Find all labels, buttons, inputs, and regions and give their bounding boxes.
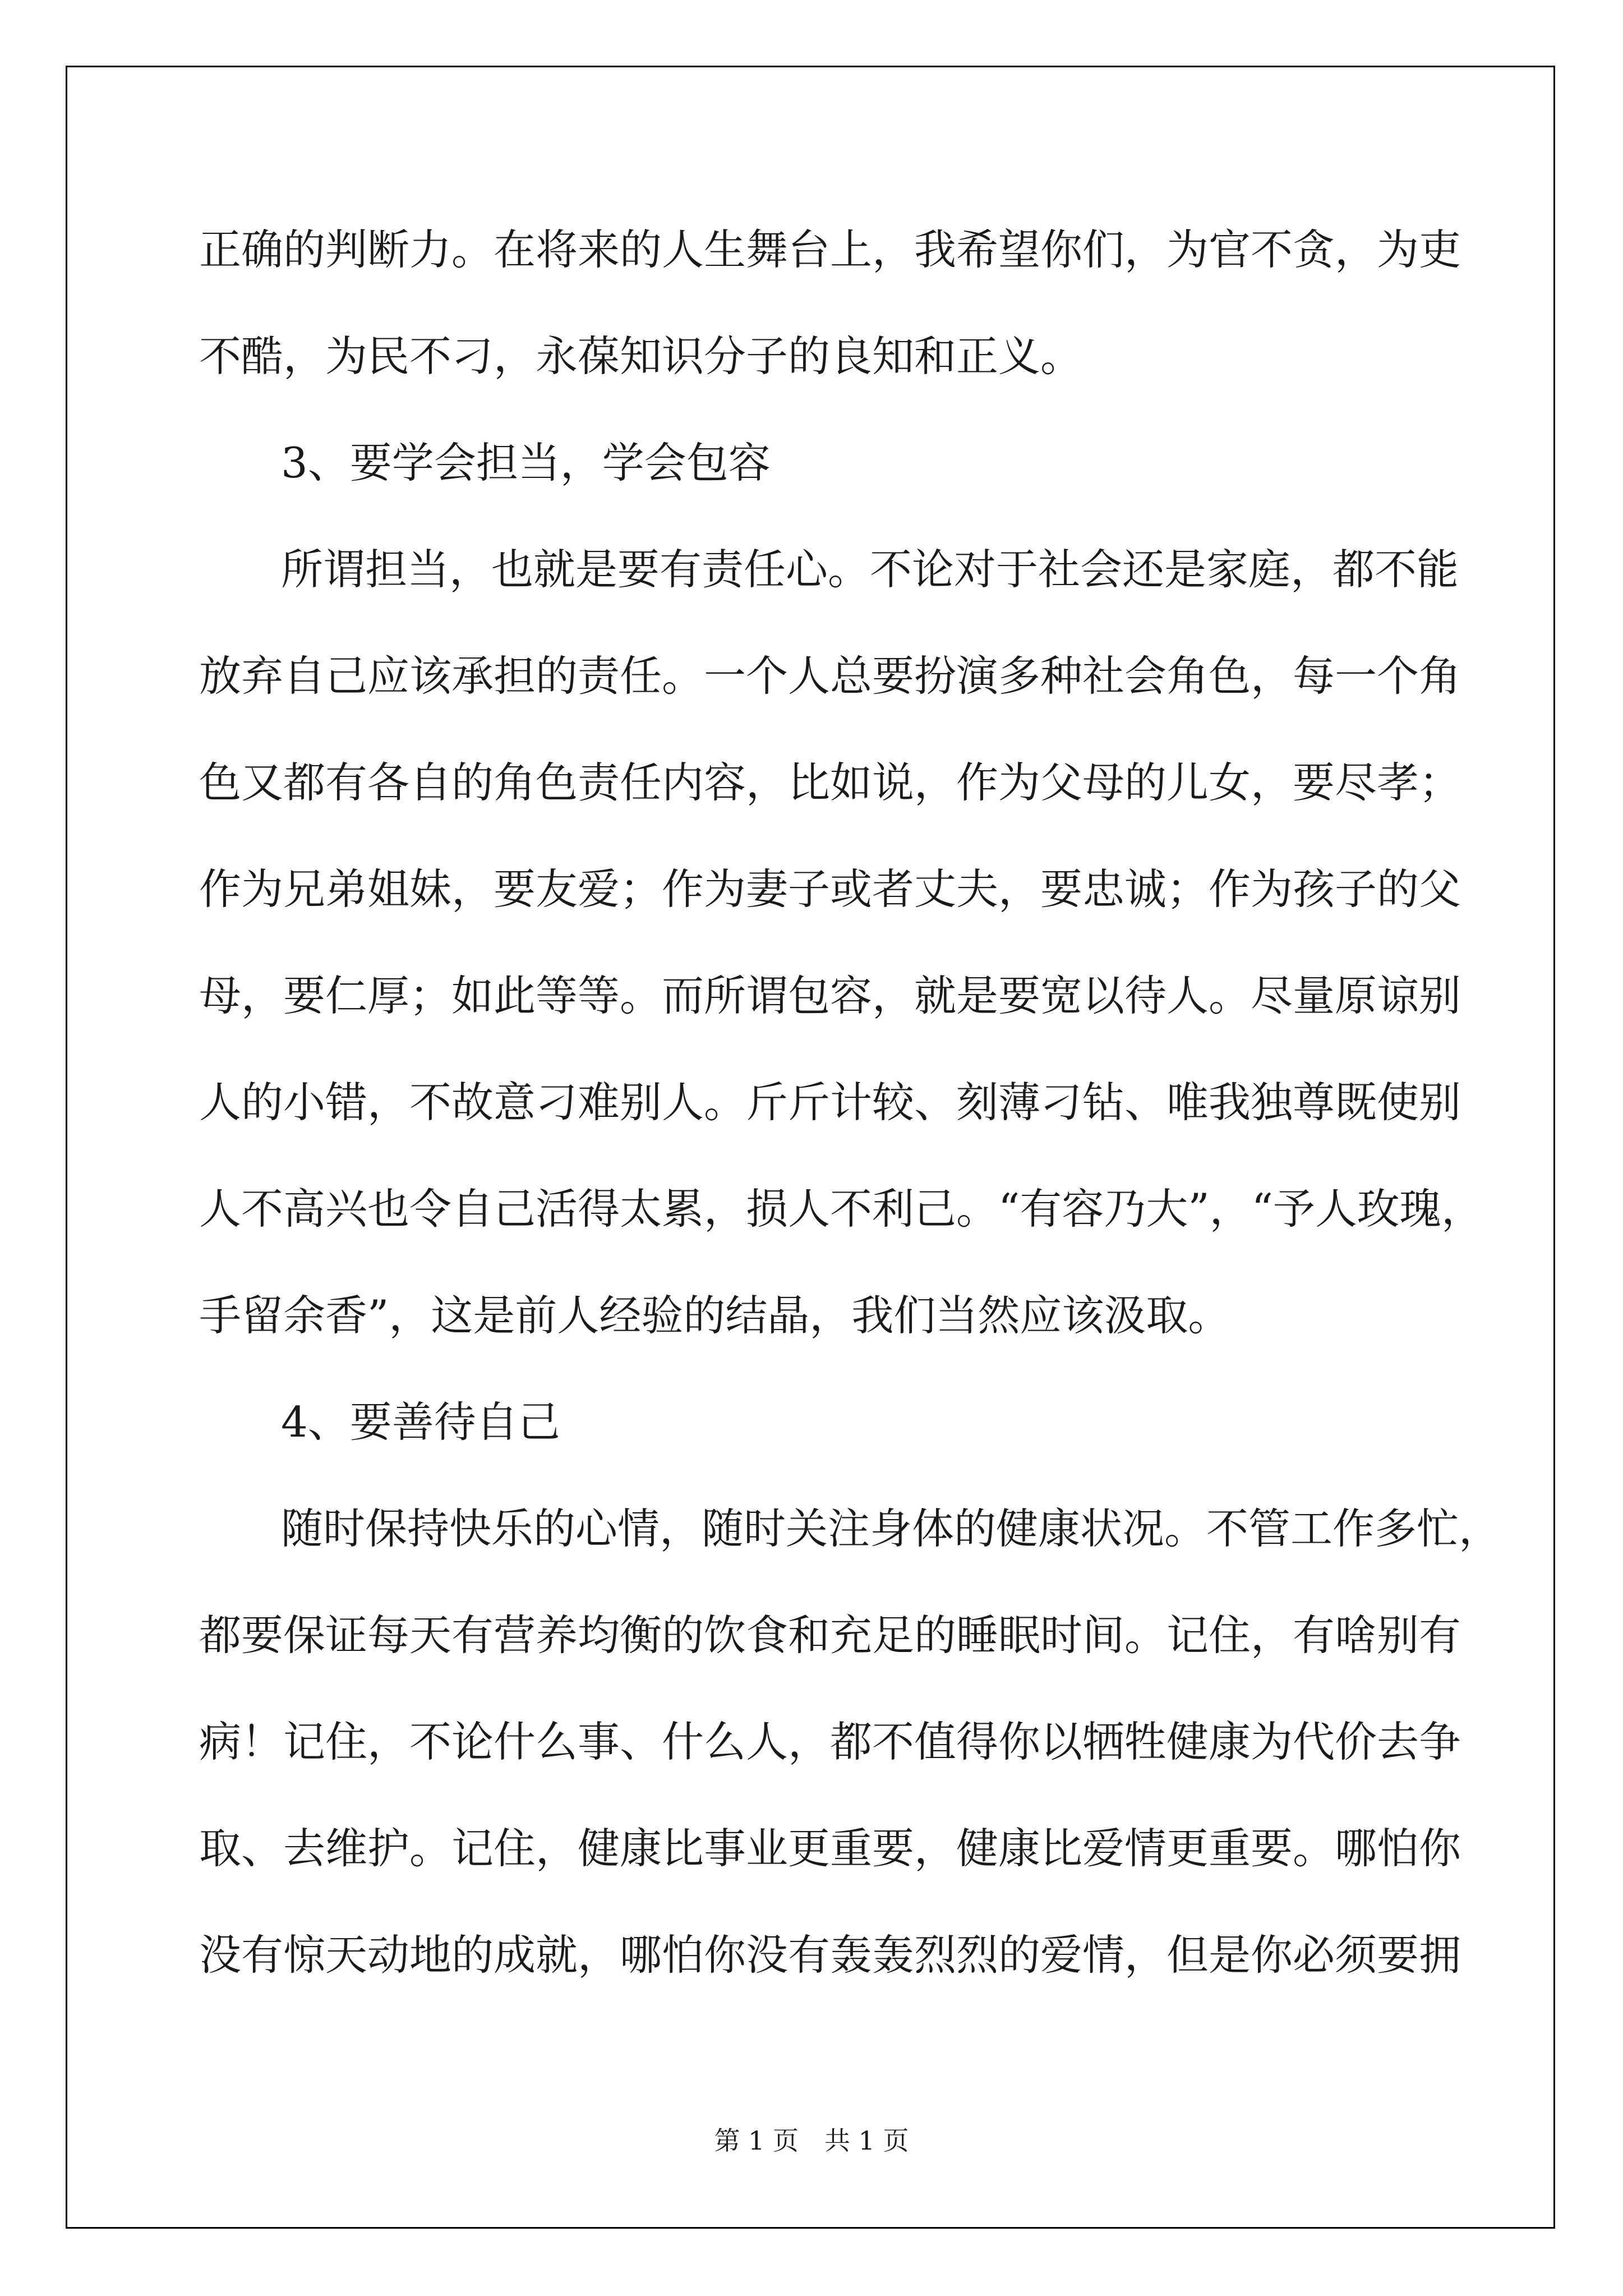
text-line-7: 作为兄弟姐妹，要友爱；作为妻子或者丈夫，要忠诚；作为孩子的父 xyxy=(199,864,1461,914)
section-heading-4: 4、要善待自己 xyxy=(281,1397,560,1447)
text-line-15: 病！记住，不论什么事、什么人，都不值得你以牺牲健康为代价去争 xyxy=(199,1717,1461,1766)
section-heading-3: 3、要学会担当，学会包容 xyxy=(281,438,771,487)
text-line-17: 没有惊天动地的成就，哪怕你没有轰轰烈烈的爱情，但是你必须要拥 xyxy=(199,1930,1461,1980)
text-line-8: 母，要仁厚；如此等等。而所谓包容，就是要宽以待人。尽量原谅别 xyxy=(199,971,1461,1020)
page-number: 第 1 页 共 1 页 xyxy=(714,2125,909,2156)
text-line-13: 随时保持快乐的心情，随时关注身体的健康状况。不管工作多忙， xyxy=(281,1504,1501,1553)
document-body xyxy=(199,210,1501,2022)
text-line-5: 放弃自己应该承担的责任。一个人总要扮演多种社会角色，每一个角 xyxy=(199,651,1461,701)
text-line-6: 色又都有各自的角色责任内容，比如说，作为父母的儿女，要尽孝； xyxy=(199,758,1461,807)
text-line-16: 取、去维护。记住，健康比事业更重要，健康比爱情更重要。哪怕你 xyxy=(199,1824,1461,1873)
text-line-10: 人不高兴也令自己活得太累，损人不利己。“有容乃大”，“予人玫瑰， xyxy=(199,1184,1484,1234)
text-line-9: 人的小错，不故意刁难别人。斤斤计较、刻薄刁钻、唯我独尊既使别 xyxy=(199,1078,1461,1127)
text-line-4: 所谓担当，也就是要有责任心。不论对于社会还是家庭，都不能 xyxy=(281,545,1459,594)
text-line-14: 都要保证每天有营养均衡的饮食和充足的睡眠时间。记住，有啥别有 xyxy=(199,1611,1461,1660)
text-line-1: 正确的判断力。在将来的人生舞台上，我希望你们，为官不贪，为吏 xyxy=(199,225,1461,274)
text-line-11: 手留余香”，这是前人经验的结晶，我们当然应该汲取。 xyxy=(199,1291,1230,1340)
page-footer xyxy=(0,2120,1623,2157)
text-line-2: 不酷，为民不刁，永葆知识分子的良知和正义。 xyxy=(199,332,1083,381)
